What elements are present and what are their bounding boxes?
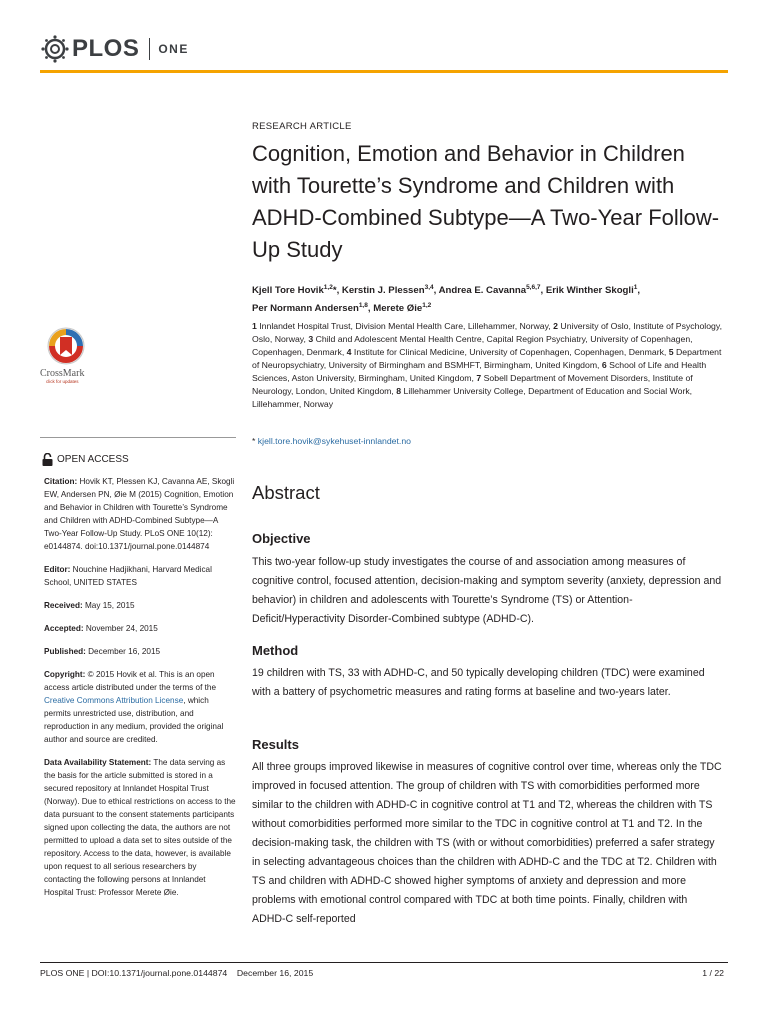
crossmark-label: CrossMark xyxy=(40,368,85,379)
affil-number: 8 xyxy=(396,386,402,396)
affil-number: 2 xyxy=(553,321,558,331)
author-affil-sup: 1 xyxy=(633,284,638,291)
logo-separator xyxy=(149,38,150,60)
received-date: May 15, 2015 xyxy=(82,601,135,610)
footer-rule xyxy=(40,962,728,963)
plos-one-logo xyxy=(40,34,189,64)
license-link[interactable]: Creative Commons Attribution License xyxy=(44,696,184,705)
article-title: Cognition, Emotion and Behavior in Children with Tourette’s Syndrome and Children with ADHD-Combined Subtype—A Two-Year Follow-Up Study xyxy=(252,141,720,262)
accepted-label: Accepted: xyxy=(44,624,84,633)
left-column-rule xyxy=(40,437,236,438)
affil-text: University of Oslo, Institute of Psychology, Oslo, Norway, xyxy=(252,321,723,344)
section-text-results: All three groups improved likewise in measures of cognitive control over time, whereas only the TDC improved in focused attention. The group of children with TS with comorbidities performed more similar to the children with ADHD-C in cognitive control at T1 and T2, whereas the children with TS without comorbidities performed more similar to the TDC in cognitive control at T1 and T2. In the decision-making task, the children with TS (with or without comorbidities) preferred a safer strategy in selecting advantageous choices than the children with ADHD-C and the TDC at T2. Children with TS and children with ADHD-C showed higher symptoms of anxiety and depression and more problems with emotional control compared with TDC at both time points. Finally, children with ADHD-C self-reported xyxy=(252,761,722,925)
author-name: Kerstin J. Plessen xyxy=(341,285,425,297)
affil-number: 3 xyxy=(308,334,314,344)
affil-text: Institute for Clinical Medicine, University of Copenhagen, Copenhagen, Denmark, xyxy=(351,347,669,357)
author-separator: , xyxy=(540,285,546,297)
copyright-text-1: © 2015 Hovik et al. This is an open access article distributed under the terms of the xyxy=(44,670,217,692)
page-number: 1 / 22 xyxy=(702,968,724,978)
section-heading-objective: Objective xyxy=(252,531,311,546)
author-separator: , xyxy=(433,285,439,297)
affil-number: 5 xyxy=(668,347,674,357)
journal-name: PLOS xyxy=(72,35,140,62)
author-affil-sup: 1,2 xyxy=(323,284,333,291)
copyright-text-2: , which permits unrestricted use, distribution, and reproduction in any medium, provided the original author and source are credited. xyxy=(44,696,224,744)
affil-text: Innlandet Hospital Trust, Division Mental Health Care, Lillehammer, Norway, xyxy=(256,321,554,331)
affil-text: Department of Neuropsychiatry, University of Birmingham and BSMHFT, Birmingham, United Kingdom, xyxy=(252,347,722,370)
author-separator: *, xyxy=(332,285,342,297)
data-availability-text: The data serving as the basis for the article submitted is stored in a secured repository at Innlandet Hospital Trust (Norway). Due to ethical restrictions on access to the data pursuant to the consent statements participants signed upon collecting the data, the authors are not permitted to upload a data set to sites outside of the repository. Access to the data, however, is available upon request to all serious researchers by contacting the following persons at Innlandet Hospital Trust: Professor Merete Øie. xyxy=(44,758,236,897)
affil-number: 6 xyxy=(601,360,607,370)
affil-text: Sobell Department of Movement Disorders, Institute of Neurology, London, United Kingdom, xyxy=(252,373,693,396)
author-line-1 xyxy=(252,280,728,298)
data-availability-label: Data Availability Statement: xyxy=(44,758,152,767)
affiliations xyxy=(252,320,728,411)
author-name: Kjell Tore Hovik xyxy=(252,285,324,297)
author-name: Erik Winther Skogli xyxy=(545,285,634,297)
article-metadata xyxy=(44,453,236,909)
editor-text: Nouchine Hadjikhani, Harvard Medical School, UNITED STATES xyxy=(44,565,212,587)
citation-label: Citation: xyxy=(44,477,78,486)
plos-logo-icon xyxy=(40,34,70,64)
author-affil-sup: 1,2 xyxy=(422,302,432,310)
footer-citation: PLOS ONE | DOI:10.1371/journal.pone.0144874 December 16, 2015 xyxy=(40,968,314,978)
author-list xyxy=(252,280,728,316)
crossmark-icon xyxy=(46,326,86,366)
open-access-badge xyxy=(42,453,236,466)
author-name: Merete Øie xyxy=(373,303,423,315)
affil-text: Lillehammer University College, Department of Education and Social Work, Lillehammer, Norway xyxy=(252,386,693,409)
affil-text: School of Life and Health Sciences, Aston University, Birmingham, United Kingdom, xyxy=(252,360,707,383)
editor-block xyxy=(44,563,236,589)
section-heading-method: Method xyxy=(252,643,299,658)
article-type: RESEARCH ARTICLE xyxy=(252,121,352,132)
section-text-objective: This two-year follow-up study investigates the course of and association among measures of cognitive control, focused attention, decision-making and symptom severity (anxiety, depression and behavior) in children and adolescents with Tourette’s Syndrome (TS) or Attention-Deficit/Hyperactivity Disorder-Combined subtype (ADHD-C). xyxy=(252,556,722,625)
citation-block xyxy=(44,475,236,553)
affil-number: 7 xyxy=(476,373,482,383)
crossmark-sublabel: click for updates xyxy=(46,379,79,384)
open-lock-icon xyxy=(42,453,53,466)
author-affil-sup: 3,4 xyxy=(424,284,434,291)
open-access-label: OPEN ACCESS xyxy=(57,454,129,465)
author-separator: , xyxy=(637,285,641,297)
editor-label: Editor: xyxy=(44,565,71,574)
section-heading-results: Results xyxy=(252,737,299,752)
author-name: Per Normann Andersen xyxy=(252,303,359,315)
author-affil-sup: 1,8 xyxy=(358,302,368,310)
affil-text: Child and Adolescent Mental Health Centre, Capital Region Psychiatry, University of Copenhagen, Copenhagen, Denmark, xyxy=(252,334,693,357)
affil-number: 1 xyxy=(252,321,257,331)
corresponding-author xyxy=(252,436,728,446)
citation-text: Hovik KT, Plessen KJ, Cavanna AE, Skogli EW, Andersen PN, Øie M (2015) Cognition, Emotion and Behavior in Children with Tourette’s Syndrome and Children with ADHD-Combined Subtype—A Two-Year Follow-Up Study. PLoS ONE 10(12): e0144874. doi:10.1371/journal.pone.0144874 xyxy=(44,477,235,551)
header-accent-rule xyxy=(40,70,728,73)
crossmark-badge[interactable] xyxy=(40,326,98,384)
author-line-2 xyxy=(252,298,728,316)
received-block xyxy=(44,599,236,612)
published-label: Published: xyxy=(44,647,86,656)
published-date: December 16, 2015 xyxy=(85,647,161,656)
affil-number: 4 xyxy=(346,347,352,357)
journal-suffix: ONE xyxy=(158,42,189,56)
author-name: Andrea E. Cavanna xyxy=(438,285,527,297)
copyright-block xyxy=(44,668,236,746)
data-availability-block xyxy=(44,756,236,899)
corresponding-email-link[interactable]: kjell.tore.hovik@sykehuset-innlandet.no xyxy=(257,436,412,446)
author-separator: , xyxy=(367,303,374,315)
section-text-method: 19 children with TS, 33 with ADHD-C, and 50 typically developing children (TDC) were examined with a battery of psychometric measures and rating forms at baseline and two-years later. xyxy=(252,667,705,698)
accepted-block xyxy=(44,622,236,635)
received-label: Received: xyxy=(44,601,83,610)
accepted-date: November 24, 2015 xyxy=(83,624,158,633)
author-affil-sup: 5,6,7 xyxy=(526,284,541,291)
published-block xyxy=(44,645,236,658)
copyright-label: Copyright: xyxy=(44,670,86,679)
abstract-heading: Abstract xyxy=(252,482,320,503)
corresponding-mark: * xyxy=(252,436,258,446)
